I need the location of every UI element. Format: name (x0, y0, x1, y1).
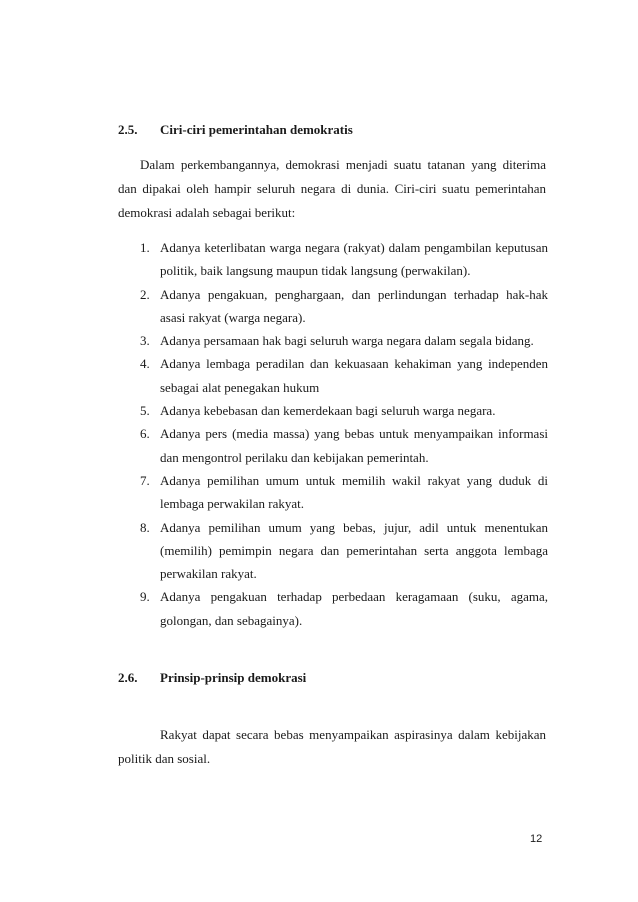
section-heading-2-5 (118, 122, 558, 138)
list-item (118, 422, 548, 469)
list-item-text: Adanya persamaan hak bagi seluruh warga negara dalam segala bidang. (160, 333, 534, 349)
list-item (118, 516, 548, 586)
list-item-text: Adanya pemilihan umum untuk memilih wakil rakyat yang duduk di lembaga perwakilan rakyat. (160, 472, 548, 512)
section-number: 2.5. (118, 122, 138, 137)
list-item (118, 329, 548, 352)
list-item-number: 8. (140, 519, 150, 535)
page-number: 12 (530, 833, 543, 845)
section-title: Prinsip-prinsip demokrasi (160, 670, 307, 685)
section-number: 2.6. (118, 670, 138, 685)
list-item (118, 352, 548, 399)
list-item-text: Adanya pers (media massa) yang bebas untuk menyampaikan informasi dan mengontrol perilaku dan kebijakan pemerintah. (160, 426, 548, 465)
list-item-number: 9. (140, 589, 150, 605)
list-item (118, 236, 548, 283)
list-item-text: Adanya pemilihan umum yang bebas, jujur, adil untuk menentukan (memilih) pemimpin negara dan pemerintahan serta anggota lembaga perwakilan rakyat. (160, 519, 548, 582)
section-intro-paragraph: Dalam perkembangannya, demokrasi menjadi suatu tatanan yang diterima dan dipakai oleh hampir seluruh negara di dunia. Ciri-ciri suatu pemerintahan demokrasi adalah sebagai berikut: (118, 157, 546, 220)
section-heading-2-6 (118, 670, 558, 686)
list-item (118, 283, 548, 330)
list-item-text: Adanya pengakuan terhadap perbedaan keragamaan (suku, agama, golongan, dan sebagainya). (160, 589, 548, 628)
list-item (118, 399, 548, 422)
list-item-text: Adanya pengakuan, penghargaan, dan perlindungan terhadap hak-hak asasi rakyat (warga negara). (160, 286, 548, 325)
list-item-number: 1. (140, 240, 150, 255)
list-item-number: 6. (140, 426, 150, 442)
list-item-number: 4. (140, 356, 150, 372)
list-item-number: 5. (140, 403, 150, 419)
section-title: Ciri-ciri pemerintahan demokratis (160, 122, 353, 137)
characteristics-list (118, 236, 548, 632)
list-item-number: 2. (140, 286, 150, 302)
list-item-text: Adanya keterlibatan warga negara (rakyat) dalam pengambilan keputusan politik, baik langsung maupun tidak langsung (perwakilan). (160, 240, 548, 279)
list-item-text: Adanya lembaga peradilan dan kekuasaan kehakiman yang independen sebagai alat penegakan hukum (160, 356, 548, 395)
list-item (118, 469, 548, 516)
list-item-number: 7. (140, 472, 150, 488)
section-2-6-paragraph: Rakyat dapat secara bebas menyampaikan aspirasinya dalam kebijakan politik dan sosial. (118, 727, 546, 766)
list-item-number: 3. (140, 333, 150, 349)
list-item (118, 585, 548, 632)
list-item-text: Adanya kebebasan dan kemerdekaan bagi seluruh warga negara. (160, 403, 496, 419)
